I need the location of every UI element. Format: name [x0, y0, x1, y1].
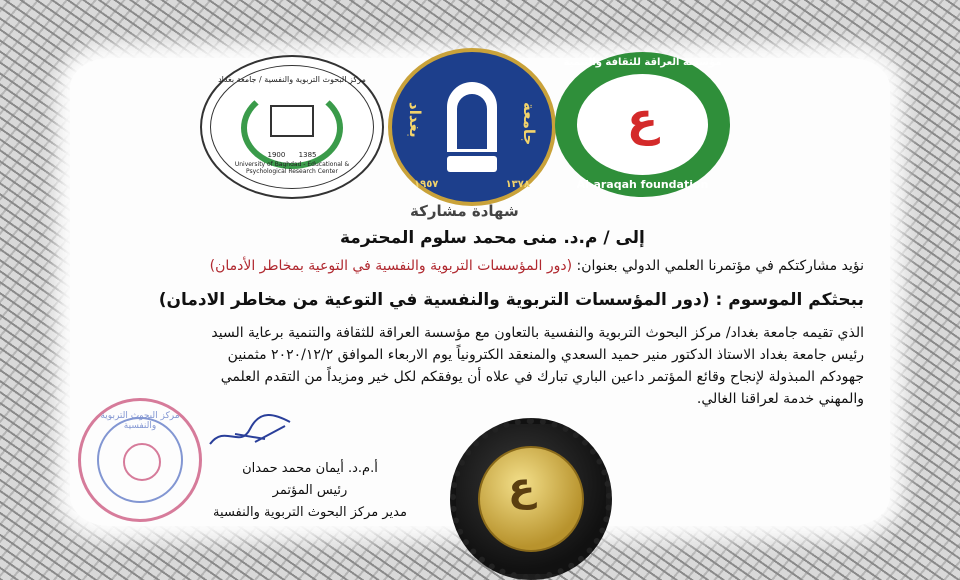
uob-year-left: ١٩٥٧ — [414, 179, 439, 190]
intro-line — [210, 258, 864, 274]
paragraph-line: والمهني خدمة لعراقنا الغالي. — [696, 391, 864, 407]
signatory-name: أ.م.د. أيمان محمد حمدان — [242, 461, 378, 476]
uob-year-right: ١٣٧٨ — [505, 179, 530, 190]
research-title-line: ببحثكم الموسوم : (دور المؤسسات التربوية والنفسية في التوعية من مخاطر الادمان) — [158, 290, 864, 310]
year-left: 1900 — [267, 151, 286, 159]
araqah-emblem-icon: ع — [626, 92, 659, 146]
dome-inner-icon — [457, 94, 487, 149]
conference-title: (دور المؤسسات التربوية والنفسية في التوعية بمخاطر الأدمان) — [209, 258, 573, 274]
araqah-arabic-name: مؤسسة العراقة للثقافة والتنمية — [563, 57, 722, 68]
stamp-emblem-icon — [123, 443, 161, 481]
open-book-icon — [270, 105, 314, 137]
paragraph-line: رئيس جامعة بغداد الاستاذ الدكتور منير حميد السعدي والمنعقد الكترونياً يوم الاربعاء الموافق ٢٠٢٠/١٢/٢ مثمنين — [227, 347, 864, 363]
araqah-english-name: Al-araqah foundation — [576, 178, 709, 191]
paragraph-line: الذي تقيمه جامعة بغداد/ مركز البحوث التربوية والنفسية بالتعاون مع مؤسسة العراقة للثقافة والتنمية برعاية السيد — [211, 325, 864, 341]
signatory-block — [205, 458, 415, 524]
al-araqah-foundation-logo — [555, 52, 730, 197]
research-center-logo — [200, 55, 384, 199]
certificate-paragraph — [211, 322, 864, 410]
research-center-english-name: University of Baghdad - Educational & Psychological Research Center — [234, 161, 350, 175]
gold-seal — [450, 418, 612, 580]
official-stamp — [78, 398, 202, 522]
stamp-text: مركز البحوث التربوية والنفسية — [100, 411, 180, 431]
research-center-arabic-name: مركز البحوث التربوية والنفسية / جامعة بغداد — [218, 75, 366, 84]
book-icon — [447, 156, 497, 172]
uob-text-left: بغداد — [406, 102, 424, 138]
paragraph-line: جهودكم المبذولة لإنجاح وقائع المؤتمر داعين الباري تبارك في علاه أن يوفقكم لكل خير ومزيداً من التقدم العلمي — [220, 369, 864, 385]
signatory-position: مدير مركز البحوث التربوية والنفسية — [213, 505, 407, 520]
seal-emblem-icon: ع — [508, 464, 536, 510]
recipient-line: إلى / م.د. منى محمد سلوم المحترمة — [340, 228, 645, 248]
university-of-baghdad-logo — [388, 48, 556, 206]
year-right: 1385 — [298, 151, 317, 159]
logo-years — [267, 151, 316, 159]
signatory-role: رئيس المؤتمر — [272, 483, 348, 498]
signature-icon — [205, 404, 295, 454]
certificate-title: شهادة مشاركة — [410, 202, 519, 220]
intro-text: نؤيد مشاركتكم في مؤتمرنا العلمي الدولي بعنوان: — [572, 258, 864, 274]
uob-text-right: جامعة — [520, 102, 538, 146]
